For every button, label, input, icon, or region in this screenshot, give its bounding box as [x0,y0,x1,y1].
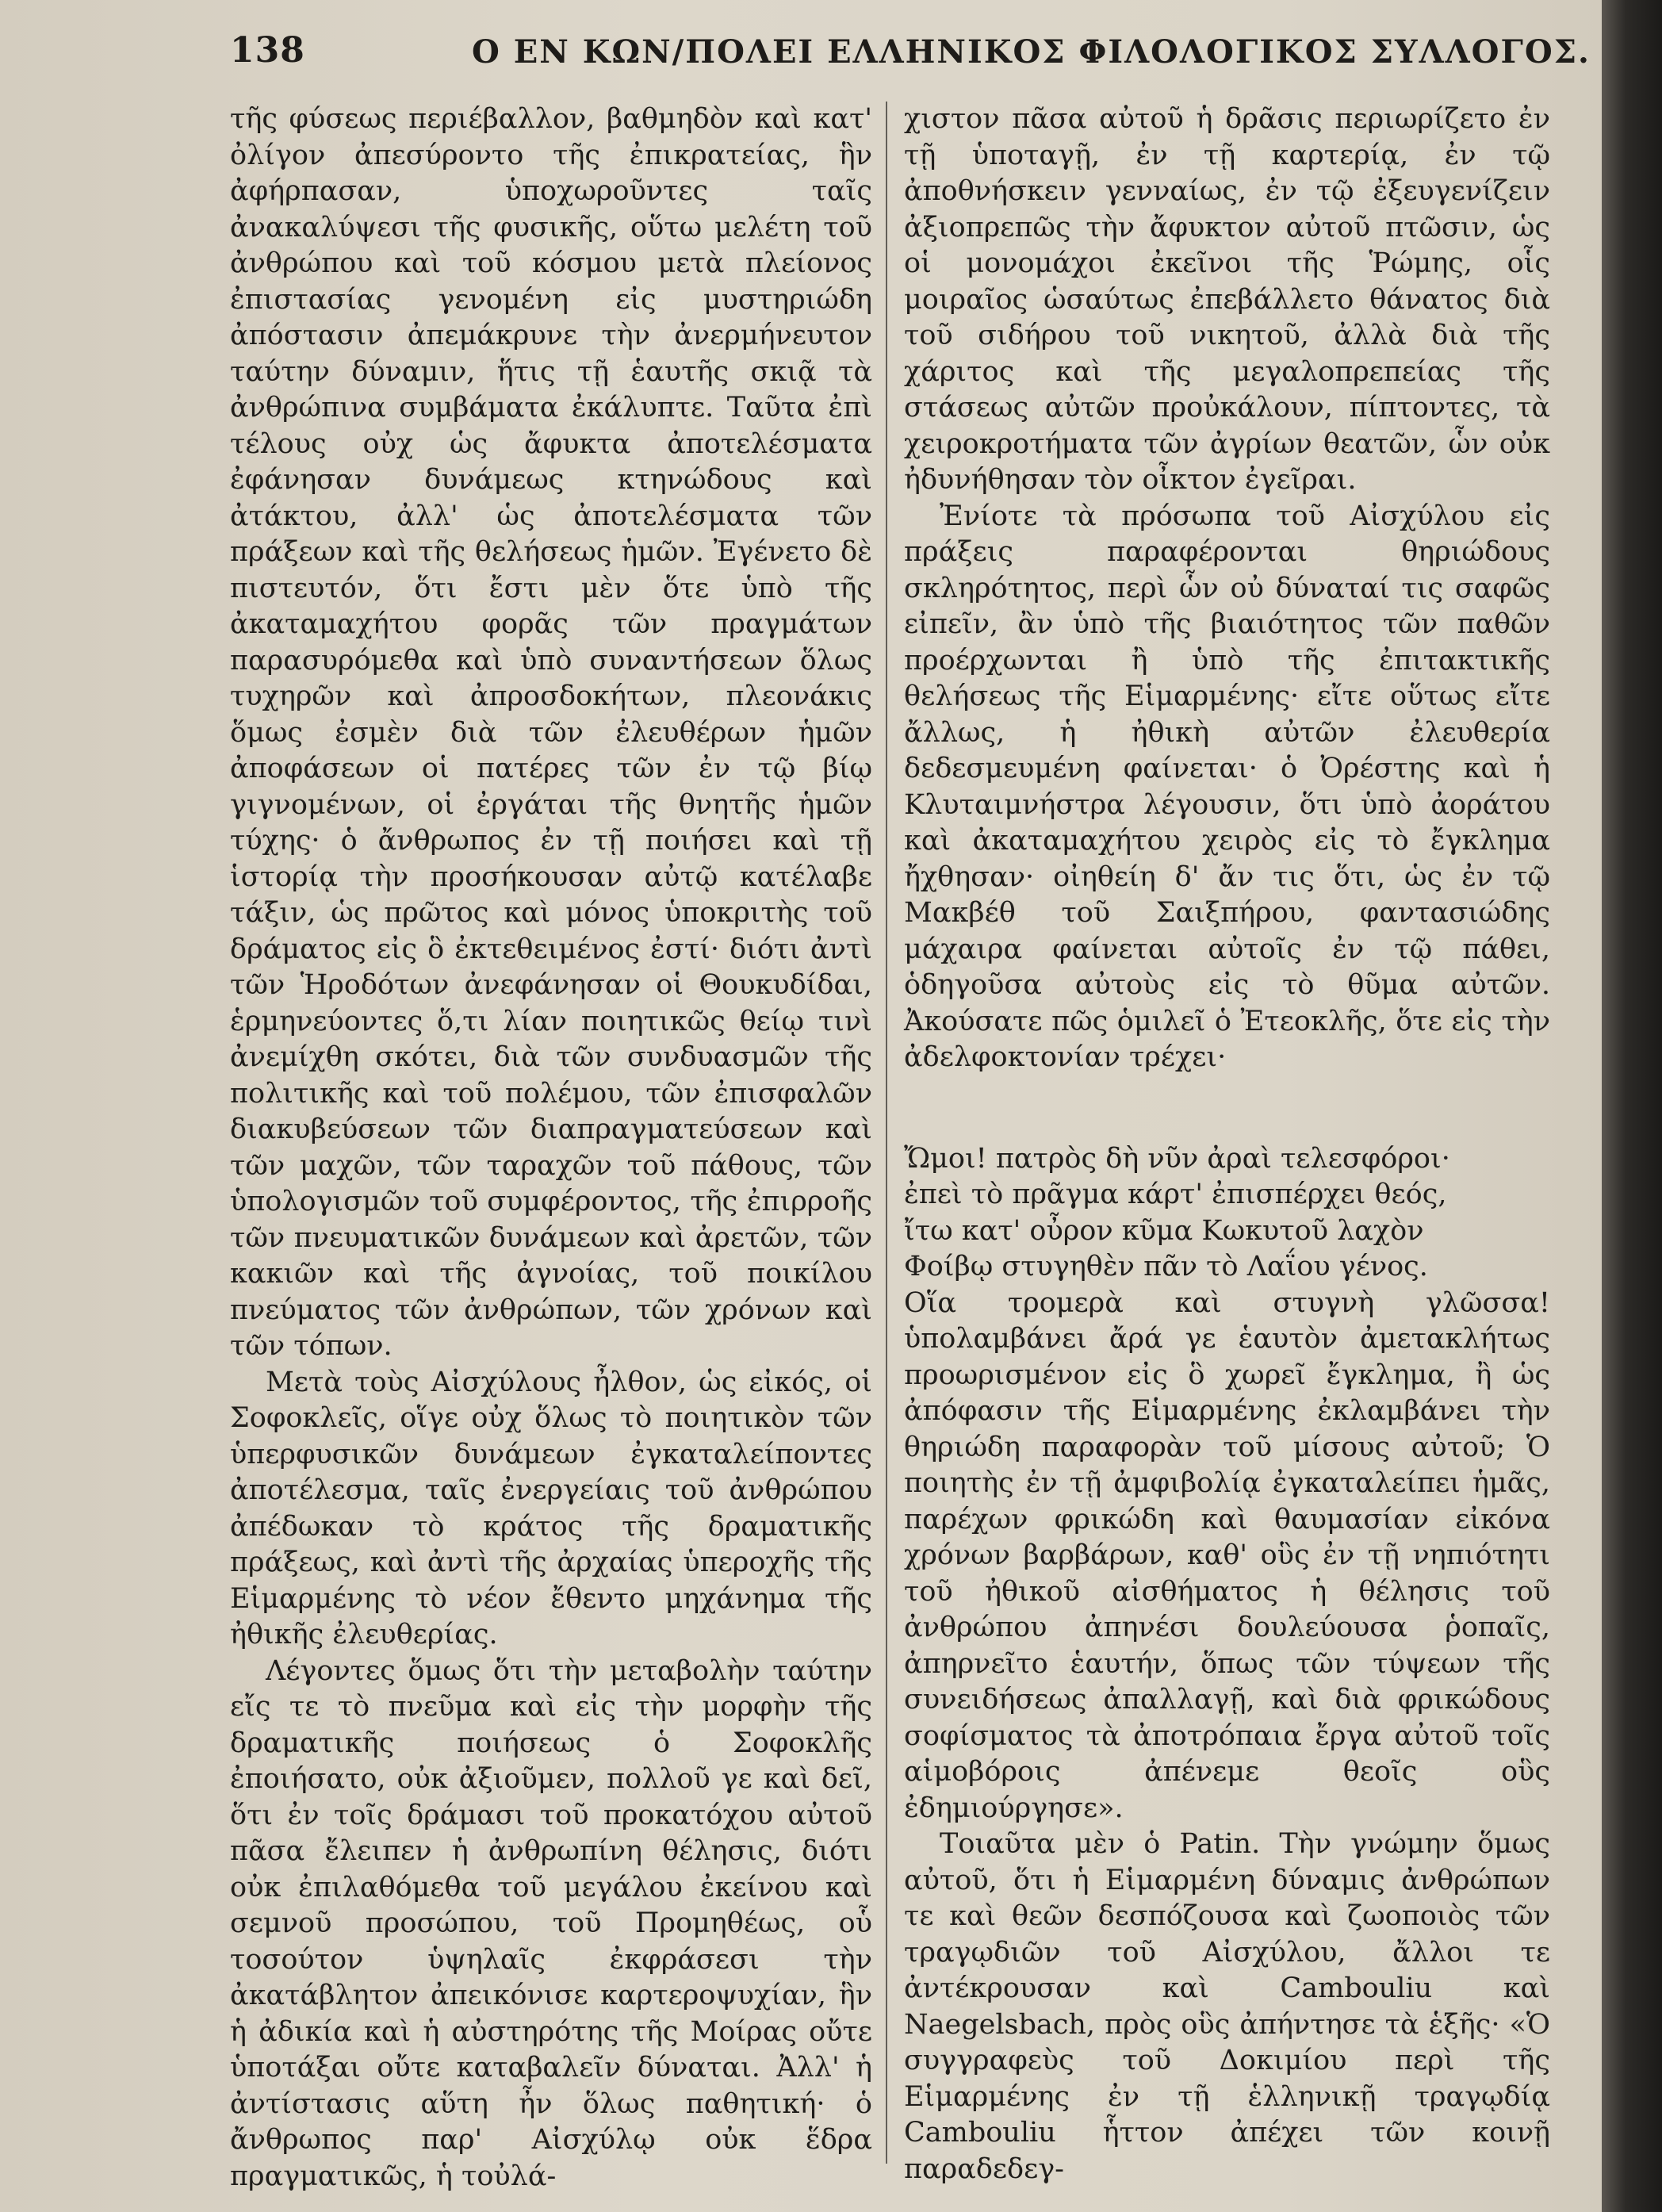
verse-line: ἴτω κατ' οὖρον κῦμα Κωκυτοῦ λαχὸν [904,1214,1424,1247]
verse-line: ἐπεὶ τὸ πρᾶγμα κάρτ' ἐπισπέρχει θεός, [904,1179,1447,1210]
right-column [904,102,1550,2187]
paragraph: Μετὰ τοὺς Αἰσχύλους ἦλθον, ὡς εἰκός, οἱ Σοφοκλεῖς, οἵγε οὐχ ὅλως τὸ ποιητικὸν τῶν ὑπερφυσικῶν δυνάμεων ἐγκαταλείποντες ἀποτέλεσμα, ταῖς ἐνεργείαις τοῦ ἀνθρώπου ἀπέδωκαν τὸ κράτος τῆς δραματικῆς πράξεως, καὶ ἀντὶ τῆς ἀρχαίας ὑπεροχῆς τῆς Εἱμαρμένης τὸ νέον ἔθεντο μηχάνημα τῆς ἠθικῆς ἐλευθερίας. [230,1366,872,1650]
paragraph: Οἵα τρομερὰ καὶ στυγνὴ γλῶσσα! ὑπολαμβάνει ἄρά γε ἑαυτὸν ἀμετακλήτως προωρισμένον εἰς ὃ χωρεῖ ἔγκλημα, ἢ ὡς ἀπόφασιν τῆς Εἱμαρμένης ἐκλαμβάνει τὴν θηριώδη παραφορὰν τοῦ μίσους αὐτοῦ; Ὁ ποιητὴς ἐν τῇ ἀμφιβολίᾳ ἐγκαταλείπει ἡμᾶς, παρέχων φρικώδη καὶ θαυμασίαν εἰκόνα χρόνων βαρβάρων, καθ' οὓς ἐν τῇ νηπιότητι τοῦ ἠθικοῦ αἰσθήματος ἡ θέλησις τοῦ ἀνθρώπου ἀπηνέσι δουλεύουσα ῥοπαῖς, ἀπηρνεῖτο ἑαυτήν, ὅπως τῶν τύψεων τῆς συνειδήσεως ἀπαλλαγῇ, καὶ διὰ φρικώδους σοφίσματος τὰ ἀποτρόπαια ἔργα αὐτοῦ τοῖς αἱμοβόροις ἀπένεμε θεοῖς οὓς ἐδημιούργησε». [904,1286,1550,1824]
column-divider [886,102,887,2164]
page-edge-shadow [1602,0,1662,2212]
running-title: Ο ΕΝ ΚΩΝ/ΠΟΛΕΙ ΕΛΛΗΝΙΚΟΣ ΦΙΛΟΛΟΓΙΚΟΣ ΣΥΛΛΟΓΟΣ. [472,33,1591,71]
paragraph: Τοιαῦτα μὲν ὁ Patin. Τὴν γνώμην ὅμως αὐτοῦ, ὅτι ἡ Εἱμαρμένη δύναμις ἀνθρώπων τε καὶ θεῶν δεσπόζουσα καὶ ζωοποιὸς τῶν τραγῳδιῶν τοῦ Αἰσχύλου, ἄλλοι τε ἀντέκρουσαν καὶ Cambouliu καὶ Naegelsbach, πρὸς οὓς ἀπήντησε τὰ ἑξῆς· «Ὁ συγγραφεὺς τοῦ Δοκιμίου περὶ τῆς Εἱμαρμένης ἐν τῇ ἑλληνικῇ τραγῳδίᾳ Cambouliu ἧττον ἀπέχει τῶν κοινῇ παραδεδεγ- [904,1828,1550,2185]
verse-line: Ὤμοι! πατρὸς δὴ νῦν ἀραὶ τελεσφόροι· [904,1142,1450,1175]
paragraph: τῆς φύσεως περιέβαλλον, βαθμηδὸν καὶ κατ' ὀλίγον ἀπεσύροντο τῆς ἐπικρατείας, ἣν ἀφήρπασαν, ὑποχωροῦντες ταῖς ἀνακαλύψεσι τῆς φυσικῆς, οὕτω μελέτη τοῦ ἀνθρώπου καὶ τοῦ κόσμου μετὰ πλείονος ἐπιστασίας γενομένη εἰς μυστηριώδη ἀπόστασιν ἀπεμάκρυνε τὴν ἀνερμήνευτον ταύτην δύναμιν, ἥτις τῇ ἑαυτῆς σκιᾷ τὰ ἀνθρώπινα συμβάματα ἐκάλυπτε. Ταῦτα ἐπὶ τέλους οὐχ ὡς ἄφυκτα ἀποτελέσματα ἐφάνησαν δυνάμεως κτηνώδους καὶ ἀτάκτου, ἀλλ' ὡς ἀποτελέσματα τῶν πράξεων καὶ τῆς θελήσεως ἡμῶν. Ἐγένετο δὲ πιστευτόν, ὅτι ἔστι μὲν ὅτε ὑπὸ τῆς ἀκαταμαχήτου φορᾶς τῶν πραγμάτων παρασυρόμεθα καὶ ὑπὸ συναντήσεων ὅλως τυχηρῶν καὶ ἀπροσδοκήτων, πλεονάκις ὅμως ἐσμὲν διὰ τῶν ἐλευθέρων ἡμῶν ἀποφάσεων οἱ πατέρες τῶν ἐν τῷ βίῳ γιγνομένων, οἱ ἐργάται τῆς θνητῆς ἡμῶν τύχης· ὁ ἄνθρωπος ἐν τῇ ποιήσει καὶ τῇ ἱστορίᾳ τὴν προσήκουσαν αὐτῷ κατέλαβε τάξιν, ὡς πρῶτος καὶ μόνος ὑποκριτὴς τοῦ δράματος εἰς ὃ ἐκτεθειμένος ἐστί· διότι ἀντὶ τῶν Ἡροδότων ἀνεφάνησαν οἱ Θουκυδίδαι, ἑρμηνεύοντες ὅ,τι λίαν ποιητικῶς θείῳ τινὶ ἀνεμίχθη σκότει, διὰ τῶν συνδυασμῶν τῆς πολιτικῆς καὶ τοῦ πολέμου, τῶν ἐπισφαλῶν διακυβεύσεων τῶν διαπραγματεύσεων καὶ τῶν μαχῶν, τῶν ταραχῶν τοῦ πάθους, τῶν ὑπολογισμῶν τοῦ συμφέροντος, τῆς ἐπιρροῆς τῶν πνευματικῶν δυνάμεων καὶ ἀρετῶν, τῶν κακιῶν καὶ τῆς ἀγνοίας, τοῦ ποικίλου πνεύματος τῶν ἀνθρώπων, τῶν χρόνων καὶ τῶν τόπων. [230,103,872,1362]
left-column [230,102,872,2195]
paragraph: Λέγοντες ὅμως ὅτι τὴν μεταβολὴν ταύτην εἴς τε τὸ πνεῦμα καὶ εἰς τὴν μορφὴν τῆς δραματικῆς ποιήσεως ὁ Σοφοκλῆς ἐποιήσατο, οὐκ ἀξιοῦμεν, πολλοῦ γε καὶ δεῖ, ὅτι ἐν τοῖς δράμασι τοῦ προκατόχου αὐτοῦ πᾶσα ἔλειπεν ἡ ἀνθρωπίνη θέλησις, διότι οὐκ ἐπιλαθόμεθα τοῦ μεγάλου ἐκείνου καὶ σεμνοῦ προσώπου, τοῦ Προμηθέως, οὗ τοσούτον ὑψηλαῖς ἐκφράσεσι τὴν ἀκατάβλητον ἀπεικόνισε καρτεροψυχίαν, ἣν ἡ ἀδικία καὶ ἡ αὐστηρότης τῆς Μοίρας οὔτε ὑποτάξαι οὔτε καταβαλεῖν δύναται. Ἀλλ' ἡ ἀντίστασις αὕτη ἦν ὅλως παθητική· ὁ ἄνθρωπος παρ' Αἰσχύλῳ οὐκ ἕδρα πραγματικῶς, ἡ τοὐλά- [230,1654,872,2192]
paragraph: χιστον πᾶσα αὐτοῦ ἡ δρᾶσις περιωρίζετο ἐν τῇ ὑποταγῇ, ἐν τῇ καρτερίᾳ, ἐν τῷ ἀποθνήσκειν γενναίως, ἐν τῷ ἐξευγενίζειν ἀξιοπρεπῶς τὴν ἄφυκτον αὐτοῦ πτῶσιν, ὡς οἱ μονομάχοι ἐκεῖνοι τῆς Ῥώμης, οἷς μοιραῖος ὡσαύτως ἐπεβάλλετο θάνατος διὰ τοῦ σιδήρου τοῦ νικητοῦ, ἀλλὰ διὰ τῆς χάριτος καὶ τῆς μεγαλοπρεπείας τῆς στάσεως αὐτῶν προὐκάλουν, πίπτοντες, τὰ χειροκροτήματα τῶν ἀγρίων θεατῶν, ὧν οὐκ ἠδυνήθησαν τὸν οἶκτον ἐγεῖραι. [904,103,1550,496]
verse-line: Φοίβῳ στυγηθὲν πᾶν τὸ Λαΐου γένος. [904,1251,1428,1282]
page-number: 138 [230,30,305,71]
paragraph: Ἐνίοτε τὰ πρόσωπα τοῦ Αἰσχύλου εἰς πράξεις παραφέρονται θηριώδους σκληρότητος, περὶ ὧν οὐ δύναταί τις σαφῶς εἰπεῖν, ἂν ὑπὸ τῆς βιαιότητος τῶν παθῶν προέρχωνται ἢ ὑπὸ τῆς ἐπιτακτικῆς θελήσεως τῆς Εἱμαρμένης· εἴτε οὕτως εἴτε ἄλλως, ἡ ἠθικὴ αὐτῶν ἐλευθερία δεδεσμευμένη φαίνεται· ὁ Ὀρέστης καὶ ἡ Κλυταιμνήστρα λέγουσιν, ὅτι ὑπὸ ἀοράτου καὶ ἀκαταμαχήτου χειρὸς εἰς τὸ ἔγκλημα ἤχθησαν· οἰηθείη δ' ἄν τις ὅτι, ὡς ἐν τῷ Μακβέθ τοῦ Σαιξπήρου, φαντασιώδης μάχαιρα φαίνεται αὐτοῖς ἐν τῷ πάθει, ὁδηγοῦσα αὐτοὺς εἰς τὸ θῦμα αὐτῶν. Ἀκούσατε πῶς ὁμιλεῖ ὁ Ἐτεοκλῆς, ὅτε εἰς τὴν ἀδελφοκτονίαν τρέχει· [904,500,1550,1073]
page-header [230,24,1591,79]
